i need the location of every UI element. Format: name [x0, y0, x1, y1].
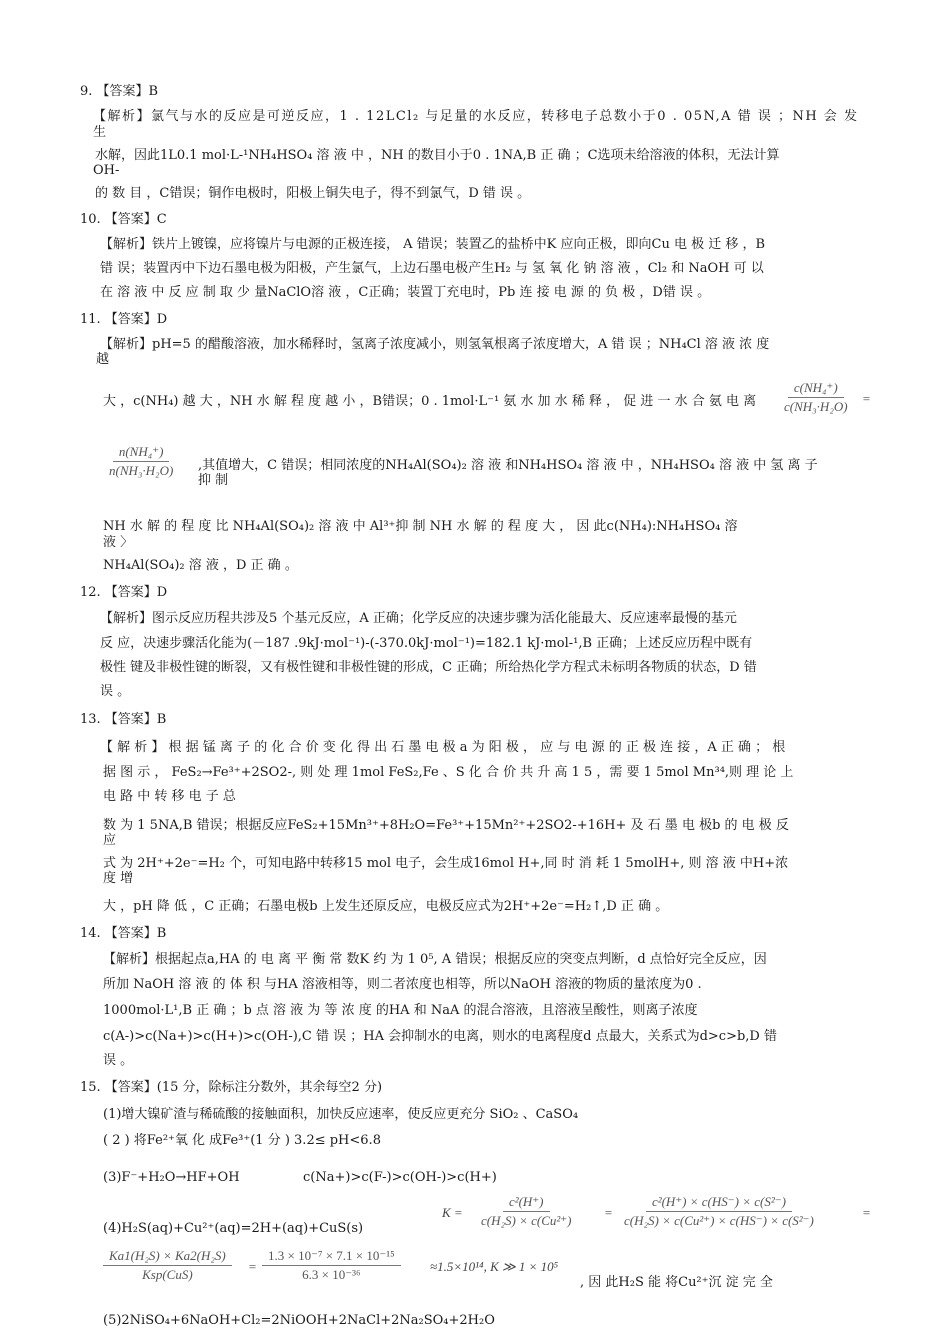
q15-part4-conclusion: , 因 此H₂S 能 将Cu²⁺沉 淀 完 全 [580, 1275, 773, 1290]
q13-analysis-line2: 据 图 示 ， FeS₂→Fe³⁺+2SO2-, 则 处 理 1mol FeS₂,Fe 、S 化 合 价 共 升 高 1 5 ，需 要 1 5mol Mn³⁴,则 理 论 上 [103, 765, 794, 780]
q10-analysis-line2: 错 误；装置丙中下边石墨电极为阳极，产生氯气，上边石墨电极产生H₂ 与 氢 氧 化 钠 溶 液 ，Cl₂ 和 NaOH 可 以 [100, 261, 764, 276]
q15-k-fraction-3-denominator: Ksp(CuS) [142, 1267, 193, 1282]
q14-analysis-line4: c(A-)>c(Na+)>c(H+)>c(OH-),C 错 误 ；HA 会抑制水的电离，则水的电离程度d 点最大，关系式为d>c>b,D 错 [103, 1029, 777, 1044]
q12-analysis-line4: 误 。 [100, 684, 131, 699]
q12-analysis-line2: 反 应，决速步骤活化能为(－187 .9kJ·mol⁻¹)-(-370.0kJ·mol⁻¹)=182.1 kJ·mol-¹,B 正确；上述反应历程中既有 [100, 636, 753, 651]
q14-analysis-line1: 【解析】根据起点a,HA 的 电 离 平 衡 常 数K 约 为 1 0⁵, A 错误；根据反应的突变点判断，d 点恰好完全反应，因 [103, 952, 767, 967]
q15-k-fraction-2-numerator: c²(H⁺) × c(HS⁻) × c(S²⁻) [646, 1194, 792, 1212]
q13-analysis-line4: 数 为 1 5NA,B 错误；根据反应FeS₂+15Mn³⁺+8H₂O=Fe³⁺+15Mn²⁺+2SO2-+16H+ 及 石 墨 电 极b 的 电 极 反 [103, 818, 789, 833]
q15-k-fraction-1-numerator: c²(H⁺) [503, 1194, 550, 1212]
q9-answer: 9. 【答案】B [80, 84, 159, 99]
q13-analysis-line6: 式 为 2H⁺+2e⁻=H₂ 个，可知电路中转移15 mol 电子，会生成16mol H+,同 时 消 耗 1 5molH+, 则 溶 液 中H+浓 [103, 856, 789, 871]
q15-part4-equation: (4)H₂S(aq)+Cu²⁺(aq)=2H+(aq)+CuS(s) [103, 1221, 364, 1236]
q15-k-label: K = [442, 1205, 463, 1220]
q15-part2: ( 2 ) 将Fe²⁺氧 化 成Fe³⁺(1 分 ) 3.2≤ pH<6.8 [103, 1133, 381, 1148]
q15-k-equals-3: = [248, 1259, 257, 1274]
q11-fraction-n-denominator: n(NH₃·H₂O) [109, 463, 174, 478]
q15-k-fraction-3 [103, 1248, 232, 1283]
q9-analysis-line4: OH- [93, 163, 120, 178]
q15-k-fraction-4 [262, 1248, 401, 1283]
q13-analysis-line1: 【 解 析 】 根 据 锰 离 子 的 化 合 价 变 化 得 出 石 墨 电 极 a 为 阳 极 ， 应 与 电 源 的 正 极 连 接 ，A 正 确 ； 根 [100, 740, 786, 755]
q11-analysis-line6: NH 水 解 的 程 度 比 NH₄Al(SO₄)₂ 溶 液 中 Al³⁺抑 制 NH 水 解 的 程 度 大 ， 因 此c(NH₄):NH₄HSO₄ 溶 [103, 519, 738, 534]
q13-analysis-line8: 大 ，pH 降 低 ，C 正确；石墨电极b 上发生还原反应，电极反应式为2H⁺+2e⁻=H₂↑,D 正 确 。 [103, 899, 669, 914]
q14-analysis-line2: 所加 NaOH 溶 液 的 体 积 与HA 溶液相等，则二者浓度也相等，所以NaOH 溶液的物质的量浓度为0 . [103, 977, 702, 992]
q9-analysis-line1: 【解析】氯气与水的反应是可逆反应，1 . 12LCl₂ 与足量的水反应，转移电子总数小于0 . 05N,A 错 误 ；NH 会 发 [93, 109, 859, 124]
q11-analysis-line3: 大 ，c(NH₄) 越 大 ，NH 水 解 程 度 越 小 ，B错误；0 . 1mol·L⁻¹ 氨 水 加 水 稀 释 ， 促 进 一 水 合 氨 电 离 [103, 394, 757, 409]
q15-part1: (1)增大镍矿渣与稀硫酸的接触面积，加快反应速率，使反应更充分 SiO₂ 、CaSO₄ [103, 1107, 579, 1122]
q12-analysis-line3: 极性 键及非极性键的断裂，又有极性键和非极性键的形成，C 正确；所给热化学方程式未标明各物质的状态，D 错 [100, 660, 757, 675]
q11-answer: 11. 【答案】D [80, 312, 168, 327]
q10-answer: 10. 【答案】C [80, 212, 167, 227]
q11-fraction-c [778, 380, 854, 415]
q15-k-result: ≈1.5×10¹⁴, K ≫ 1 × 10⁵ [430, 1259, 559, 1274]
q11-analysis-line4: ,其值增大，C 错误；相同浓度的NH₄Al(SO₄)₂ 溶 液 和NH₄HSO₄ 溶 液 中 ，NH₄HSO₄ 溶 液 中 氢 离 子 [198, 458, 818, 473]
q15-part3-order: c(Na+)>c(F-)>c(OH-)>c(H+) [303, 1170, 497, 1185]
q15-k-fraction-2-denominator: c(H₂S) × c(Cu²⁺) × c(HS⁻) × c(S²⁻) [624, 1213, 814, 1228]
q13-analysis-line5: 应 [103, 833, 117, 848]
q15-k-fraction-4-numerator: 1.3 × 10⁻⁷ × 7.1 × 10⁻¹⁵ [262, 1248, 401, 1266]
q11-analysis-line1: 【解析】pH=5 的醋酸溶液，加水稀释时，氢离子浓度减小，则氢氧根离子浓度增大，A 错 误 ；NH₄Cl 溶 液 浓 度 [100, 337, 770, 352]
q15-k-fraction-2 [618, 1194, 820, 1229]
q10-analysis-line1: 【解析】铁片上镀镍，应将镍片与电源的正极连接， A 错误；装置乙的盐桥中K 应向正极，即向Cu 电 极 迁 移 ，B [100, 237, 766, 252]
q14-analysis-line3: 1000mol·L¹,B 正 确 ；b 点 溶 液 为 等 浓 度 的HA 和 NaA 的混合溶液，且溶液呈酸性，则离子浓度 [103, 1003, 698, 1018]
q11-analysis-line7: 液 〉 [103, 535, 134, 550]
q13-analysis-line3: 电 路 中 转 移 电 子 总 [103, 789, 236, 804]
q11-analysis-line8: NH₄Al(SO₄)₂ 溶 液 ，D 正 确 。 [103, 558, 298, 573]
q11-fraction-n-numerator: n(NH₄⁺) [113, 444, 170, 462]
q11-fraction-n [103, 444, 179, 479]
q15-k-fraction-4-denominator: 6.3 × 10⁻³⁶ [302, 1267, 361, 1282]
q15-part5: (5)2NiSO₄+6NaOH+Cl₂=2NiOOH+2NaCl+2Na₂SO₄+2H₂O [103, 1313, 495, 1328]
q11-fraction-c-numerator: c(NH₄⁺) [788, 380, 844, 398]
q11-equals-sign: = [862, 391, 871, 406]
q13-answer: 13. 【答案】B [80, 712, 167, 727]
q15-k-fraction-1-denominator: c(H₂S) × c(Cu²⁺) [481, 1213, 572, 1228]
q14-analysis-line5: 误 。 [103, 1053, 134, 1068]
q9-analysis-line2: 生 [93, 125, 107, 140]
q15-k-fraction-1 [475, 1194, 577, 1229]
q11-fraction-c-denominator: c(NH₃·H₂O) [784, 399, 848, 414]
q10-analysis-line3: 在 溶 液 中 反 应 制 取 少 量NaClO溶 液 ，C正确；装置丁充电时，Pb 连 接 电 源 的 负 极 ，D错 误 。 [100, 285, 711, 300]
q12-answer: 12. 【答案】D [80, 585, 168, 600]
q11-analysis-line2: 越 [96, 352, 110, 367]
q14-answer: 14. 【答案】B [80, 926, 167, 941]
q13-analysis-line7: 度 增 [103, 871, 134, 886]
q9-analysis-line5: 的 数 目 ，C错误；铜作电极时，阳极上铜失电子，得不到氯气，D 错 误 。 [95, 186, 531, 201]
q15-part3-equation: (3)F⁻+H₂O→HF+OH [103, 1170, 240, 1185]
q11-analysis-line5: 抑 制 [198, 473, 229, 488]
q15-k-equals-1: = [604, 1205, 613, 1220]
q15-k-fraction-3-numerator: Ka1(H₂S) × Ka2(H₂S) [103, 1248, 232, 1266]
q9-analysis-line3: 水解，因此1L0.1 mol·L-¹NH₄HSO₄ 溶 液 中 ，NH 的数目小于0 . 1NA,B 正 确 ；C选项未给溶液的体积，无法计算 [95, 148, 780, 163]
q12-analysis-line1: 【解析】图示反应历程共涉及5 个基元反应，A 正确；化学反应的决速步骤为活化能最大、反应速率最慢的基元 [100, 611, 737, 626]
q15-k-equals-2: = [862, 1205, 871, 1220]
q15-answer: 15. 【答案】(15 分，除标注分数外，其余每空2 分) [80, 1080, 383, 1095]
